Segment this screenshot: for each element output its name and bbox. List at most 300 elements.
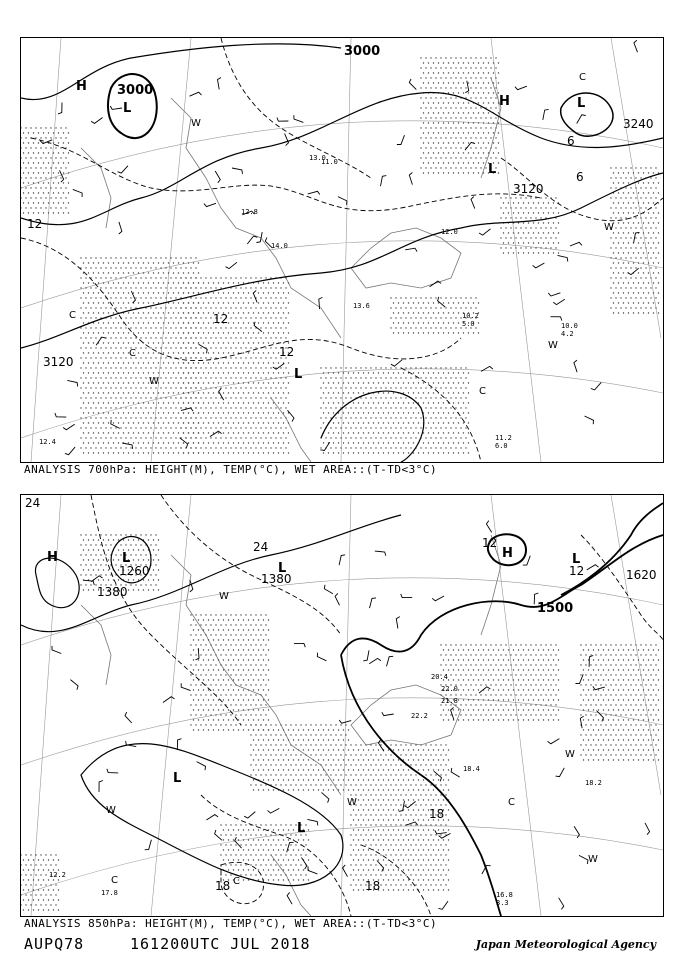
wet-dot <box>415 317 416 318</box>
wet-dot <box>263 789 264 790</box>
wet-dot <box>88 342 89 343</box>
wet-dot <box>448 749 449 750</box>
wet-dot <box>233 669 234 670</box>
wet-dot <box>413 412 414 413</box>
wet-dot <box>85 564 86 565</box>
wet-dot <box>438 162 439 163</box>
wet-dot <box>158 332 159 333</box>
wet-dot <box>388 879 389 880</box>
wet-dot <box>418 302 419 303</box>
wet-dot <box>438 132 439 133</box>
wet-dot <box>363 432 364 433</box>
wet-dot <box>255 744 256 745</box>
wet-dot <box>400 754 401 755</box>
wet-dot <box>373 382 374 383</box>
wet-dot <box>95 397 96 398</box>
wet-dot <box>138 342 139 343</box>
wet-dot <box>250 624 251 625</box>
wet-dot <box>280 397 281 398</box>
wet-dot <box>383 412 384 413</box>
wet-dot <box>443 769 444 770</box>
wet-dot <box>23 162 24 163</box>
wet-dot <box>480 157 481 158</box>
wet-dot <box>155 427 156 428</box>
wet-dot <box>28 182 29 183</box>
wet-dot <box>255 694 256 695</box>
wet-dot <box>113 342 114 343</box>
wet-dot <box>443 442 444 443</box>
wet-dot <box>130 327 131 328</box>
wet-dot <box>648 222 649 223</box>
wet-dot <box>248 432 249 433</box>
wet-dot <box>388 869 389 870</box>
wet-dot <box>340 437 341 438</box>
wet-dot <box>163 392 164 393</box>
wet-dot <box>150 427 151 428</box>
wet-dot <box>435 844 436 845</box>
wet-dot <box>278 372 279 373</box>
wet-dot <box>145 447 146 448</box>
wet-dot <box>50 207 51 208</box>
isotherm-label: 6 <box>567 134 575 148</box>
wet-dot <box>183 402 184 403</box>
wet-dot <box>238 402 239 403</box>
wet-dot <box>200 654 201 655</box>
wet-dot <box>643 202 644 203</box>
wet-dot <box>23 192 24 193</box>
wet-dot <box>458 442 459 443</box>
wet-dot <box>103 362 104 363</box>
wet-dot <box>440 804 441 805</box>
wet-dot <box>148 272 149 273</box>
wet-dot <box>400 387 401 388</box>
wet-dot <box>340 367 341 368</box>
wet-dot <box>195 287 196 288</box>
wet-dot <box>80 377 81 378</box>
wet-dot <box>265 714 266 715</box>
wet-dot <box>235 337 236 338</box>
wet-dot <box>188 272 189 273</box>
wet-dot <box>555 247 556 248</box>
wet-dot <box>208 619 209 620</box>
wet-dot <box>463 382 464 383</box>
wet-dot <box>418 392 419 393</box>
wet-dot <box>83 452 84 453</box>
wet-dot <box>465 427 466 428</box>
wet-dot <box>628 212 629 213</box>
wet-dot <box>198 719 199 720</box>
wet-dot <box>645 217 646 218</box>
wet-dot <box>120 337 121 338</box>
wet-dot <box>433 382 434 383</box>
wet-dot <box>145 297 146 298</box>
wet-dot <box>85 367 86 368</box>
wet-dot <box>163 262 164 263</box>
wet-dot <box>430 844 431 845</box>
wet-dot <box>400 407 401 408</box>
wet-dot <box>45 177 46 178</box>
wind-barb <box>533 263 545 268</box>
wet-dot <box>210 694 211 695</box>
wet-dot <box>253 372 254 373</box>
wet-dot <box>250 427 251 428</box>
wet-dot <box>420 427 421 428</box>
wet-dot <box>140 347 141 348</box>
wet-dot <box>390 774 391 775</box>
wet-dot <box>405 437 406 438</box>
wet-dot <box>288 292 289 293</box>
wet-dot <box>125 417 126 418</box>
wet-dot <box>283 452 284 453</box>
wet-dot <box>443 849 444 850</box>
wet-dot <box>235 397 236 398</box>
wet-dot <box>615 167 616 168</box>
wet-dot <box>535 227 536 228</box>
wet-dot <box>115 407 116 408</box>
wet-dot <box>245 644 246 645</box>
wet-dot <box>253 302 254 303</box>
wet-dot <box>263 302 264 303</box>
wet-dot <box>658 232 659 233</box>
wet-dot <box>88 569 89 570</box>
wet-dot <box>390 317 391 318</box>
wet-dot <box>233 382 234 383</box>
wet-dot <box>440 387 441 388</box>
wet-dot <box>93 569 94 570</box>
wet-dot <box>183 392 184 393</box>
wet-dot <box>298 729 299 730</box>
wind-barb <box>210 431 222 436</box>
wet-dot <box>278 422 279 423</box>
wet-dot <box>95 357 96 358</box>
wet-dot <box>155 297 156 298</box>
wet-dot <box>655 167 656 168</box>
wet-dot <box>638 182 639 183</box>
wet-dot <box>635 177 636 178</box>
wet-dot <box>108 292 109 293</box>
wet-dot <box>498 142 499 143</box>
wet-dot <box>305 774 306 775</box>
wet-dot <box>405 864 406 865</box>
wet-dot <box>655 277 656 278</box>
wet-dot <box>30 167 31 168</box>
wet-dot <box>245 287 246 288</box>
wet-dot <box>468 72 469 73</box>
wet-dot <box>398 879 399 880</box>
wet-dot <box>340 784 341 785</box>
wet-dot <box>148 262 149 263</box>
wet-dot <box>448 779 449 780</box>
wet-dot <box>115 337 116 338</box>
wet-dot <box>368 432 369 433</box>
wet-dot <box>625 237 626 238</box>
wet-dot <box>238 639 239 640</box>
wet-dot <box>400 297 401 298</box>
wet-dot <box>203 442 204 443</box>
wet-dot <box>180 317 181 318</box>
wet-dot <box>398 809 399 810</box>
wet-dot <box>95 287 96 288</box>
wet-dot <box>368 422 369 423</box>
wet-dot <box>390 297 391 298</box>
wet-dot <box>418 809 419 810</box>
wet-dot <box>378 452 379 453</box>
wet-dot <box>225 427 226 428</box>
wet-dot <box>203 312 204 313</box>
wet-dot <box>445 67 446 68</box>
wet-dot <box>138 302 139 303</box>
wet-dot <box>505 227 506 228</box>
wet-dot <box>303 779 304 780</box>
wet-dot <box>390 387 391 388</box>
wet-dot <box>283 412 284 413</box>
wet-dot <box>345 417 346 418</box>
wet-dot <box>220 287 221 288</box>
wet-dot <box>195 644 196 645</box>
wet-dot <box>318 739 319 740</box>
wet-dot <box>440 784 441 785</box>
wet-dot <box>458 142 459 143</box>
wet-dot <box>293 739 294 740</box>
wet-dot <box>433 789 434 790</box>
wet-dot <box>188 282 189 283</box>
wet-dot <box>258 302 259 303</box>
wet-dot <box>425 397 426 398</box>
wet-dot <box>200 387 201 388</box>
wet-dot <box>143 579 144 580</box>
wind-barb <box>585 416 594 424</box>
wet-dot <box>518 232 519 233</box>
wet-dot <box>68 142 69 143</box>
wet-dot <box>390 814 391 815</box>
wet-dot <box>198 292 199 293</box>
wet-dot <box>100 564 101 565</box>
wet-dot <box>455 57 456 58</box>
wet-dot <box>105 574 106 575</box>
wet-dot <box>653 242 654 243</box>
wet-dot <box>375 417 376 418</box>
wet-dot <box>170 427 171 428</box>
wet-dot <box>360 834 361 835</box>
wet-dot <box>155 554 156 555</box>
wet-dot <box>230 644 231 645</box>
wet-dot <box>195 257 196 258</box>
wet-dot <box>90 447 91 448</box>
wet-dot <box>185 337 186 338</box>
wet-dot <box>628 302 629 303</box>
wet-dot <box>170 407 171 408</box>
wet-dot <box>108 332 109 333</box>
wet-dot <box>430 377 431 378</box>
wet-dot <box>263 382 264 383</box>
wet-dot <box>355 824 356 825</box>
wet-dot <box>335 754 336 755</box>
wet-dot <box>245 714 246 715</box>
wet-dot <box>155 417 156 418</box>
wet-dot <box>480 117 481 118</box>
wet-dot <box>653 312 654 313</box>
wet-dot <box>475 87 476 88</box>
wet-dot <box>358 392 359 393</box>
wet-dot <box>265 347 266 348</box>
wet-dot <box>180 407 181 408</box>
wet-dot <box>140 554 141 555</box>
wet-dot <box>618 272 619 273</box>
wet-dot <box>643 312 644 313</box>
wet-dot <box>405 387 406 388</box>
wet-dot <box>620 307 621 308</box>
wet-dot <box>100 277 101 278</box>
wet-dot <box>278 312 279 313</box>
wet-dot <box>425 834 426 835</box>
isotherm-label: 12 <box>279 345 295 359</box>
wet-dot <box>380 407 381 408</box>
wet-dot <box>395 834 396 835</box>
wet-dot <box>265 437 266 438</box>
wet-dot <box>343 412 344 413</box>
wet-dot <box>103 559 104 560</box>
wet-dot <box>390 804 391 805</box>
wet-dot <box>285 764 286 765</box>
wet-dot <box>405 794 406 795</box>
wet-dot <box>288 452 289 453</box>
wet-dot <box>113 559 114 560</box>
wet-dot <box>438 312 439 313</box>
station-value: 14.0 <box>271 242 288 250</box>
wet-dot <box>393 769 394 770</box>
wind-barb <box>409 79 416 90</box>
wet-dot <box>28 162 29 163</box>
wet-dot <box>250 337 251 338</box>
wet-dot <box>478 172 479 173</box>
wet-dot <box>273 352 274 353</box>
wet-dot <box>163 292 164 293</box>
wet-dot <box>430 427 431 428</box>
wet-dot <box>268 392 269 393</box>
wet-dot <box>173 452 174 453</box>
wet-dot <box>193 639 194 640</box>
wet-dot <box>95 307 96 308</box>
wet-dot <box>385 447 386 448</box>
wet-dot <box>410 854 411 855</box>
wet-dot <box>658 182 659 183</box>
wet-dot <box>638 262 639 263</box>
wet-dot <box>278 739 279 740</box>
wet-dot <box>473 72 474 73</box>
wet-dot <box>148 392 149 393</box>
wet-dot <box>435 804 436 805</box>
wet-dot <box>455 77 456 78</box>
wet-dot <box>83 422 84 423</box>
wet-dot <box>445 417 446 418</box>
wet-dot <box>188 452 189 453</box>
wet-dot <box>515 247 516 248</box>
wet-dot <box>643 252 644 253</box>
wet-dot <box>110 437 111 438</box>
wet-dot <box>628 282 629 283</box>
wet-dot <box>460 427 461 428</box>
wet-dot <box>233 312 234 313</box>
wet-dot <box>658 222 659 223</box>
wet-dot <box>425 167 426 168</box>
wet-dot <box>108 422 109 423</box>
wet-dot <box>215 307 216 308</box>
wet-dot <box>220 407 221 408</box>
wind-barb <box>190 92 202 96</box>
wet-dot <box>245 377 246 378</box>
wind-barb <box>288 410 295 421</box>
wet-dot <box>193 619 194 620</box>
wet-dot <box>245 347 246 348</box>
low-center: L <box>294 367 303 382</box>
wet-dot <box>610 307 611 308</box>
wet-dot <box>403 799 404 800</box>
wet-dot <box>113 292 114 293</box>
wet-dot <box>513 212 514 213</box>
wet-dot <box>245 724 246 725</box>
wet-dot <box>435 127 436 128</box>
wet-dot <box>395 884 396 885</box>
wet-dot <box>328 779 329 780</box>
wet-dot <box>108 579 109 580</box>
wet-dot <box>300 724 301 725</box>
wet-dot <box>150 574 151 575</box>
wet-dot <box>338 789 339 790</box>
wet-dot <box>40 157 41 158</box>
wet-dot <box>280 437 281 438</box>
wet-dot <box>655 187 656 188</box>
wet-dot <box>35 187 36 188</box>
wet-dot <box>110 327 111 328</box>
wet-dot <box>153 362 154 363</box>
wet-dot <box>365 804 366 805</box>
wet-dot <box>495 97 496 98</box>
wet-dot <box>648 192 649 193</box>
wet-dot <box>393 859 394 860</box>
wet-dot <box>450 297 451 298</box>
wet-dot <box>185 287 186 288</box>
wet-dot <box>178 422 179 423</box>
wet-dot <box>430 297 431 298</box>
wet-dot <box>95 447 96 448</box>
wet-dot <box>395 407 396 408</box>
wet-dot <box>128 589 129 590</box>
wet-dot <box>285 447 286 448</box>
wet-dot <box>275 447 276 448</box>
wet-dot <box>368 412 369 413</box>
wet-dot <box>635 307 636 308</box>
wet-dot <box>165 317 166 318</box>
wet-dot <box>448 132 449 133</box>
wet-dot <box>183 312 184 313</box>
wet-dot <box>408 879 409 880</box>
wet-dot <box>490 97 491 98</box>
wet-dot <box>465 157 466 158</box>
wet-dot <box>183 272 184 273</box>
wet-dot <box>250 664 251 665</box>
wet-dot <box>368 819 369 820</box>
wet-dot <box>185 407 186 408</box>
wet-dot <box>143 452 144 453</box>
wet-dot <box>430 127 431 128</box>
wet-dot <box>83 589 84 590</box>
wet-dot <box>543 232 544 233</box>
wet-dot <box>405 397 406 398</box>
wet-dot <box>255 784 256 785</box>
wet-dot <box>265 397 266 398</box>
wet-dot <box>83 559 84 560</box>
wet-dot <box>358 382 359 383</box>
